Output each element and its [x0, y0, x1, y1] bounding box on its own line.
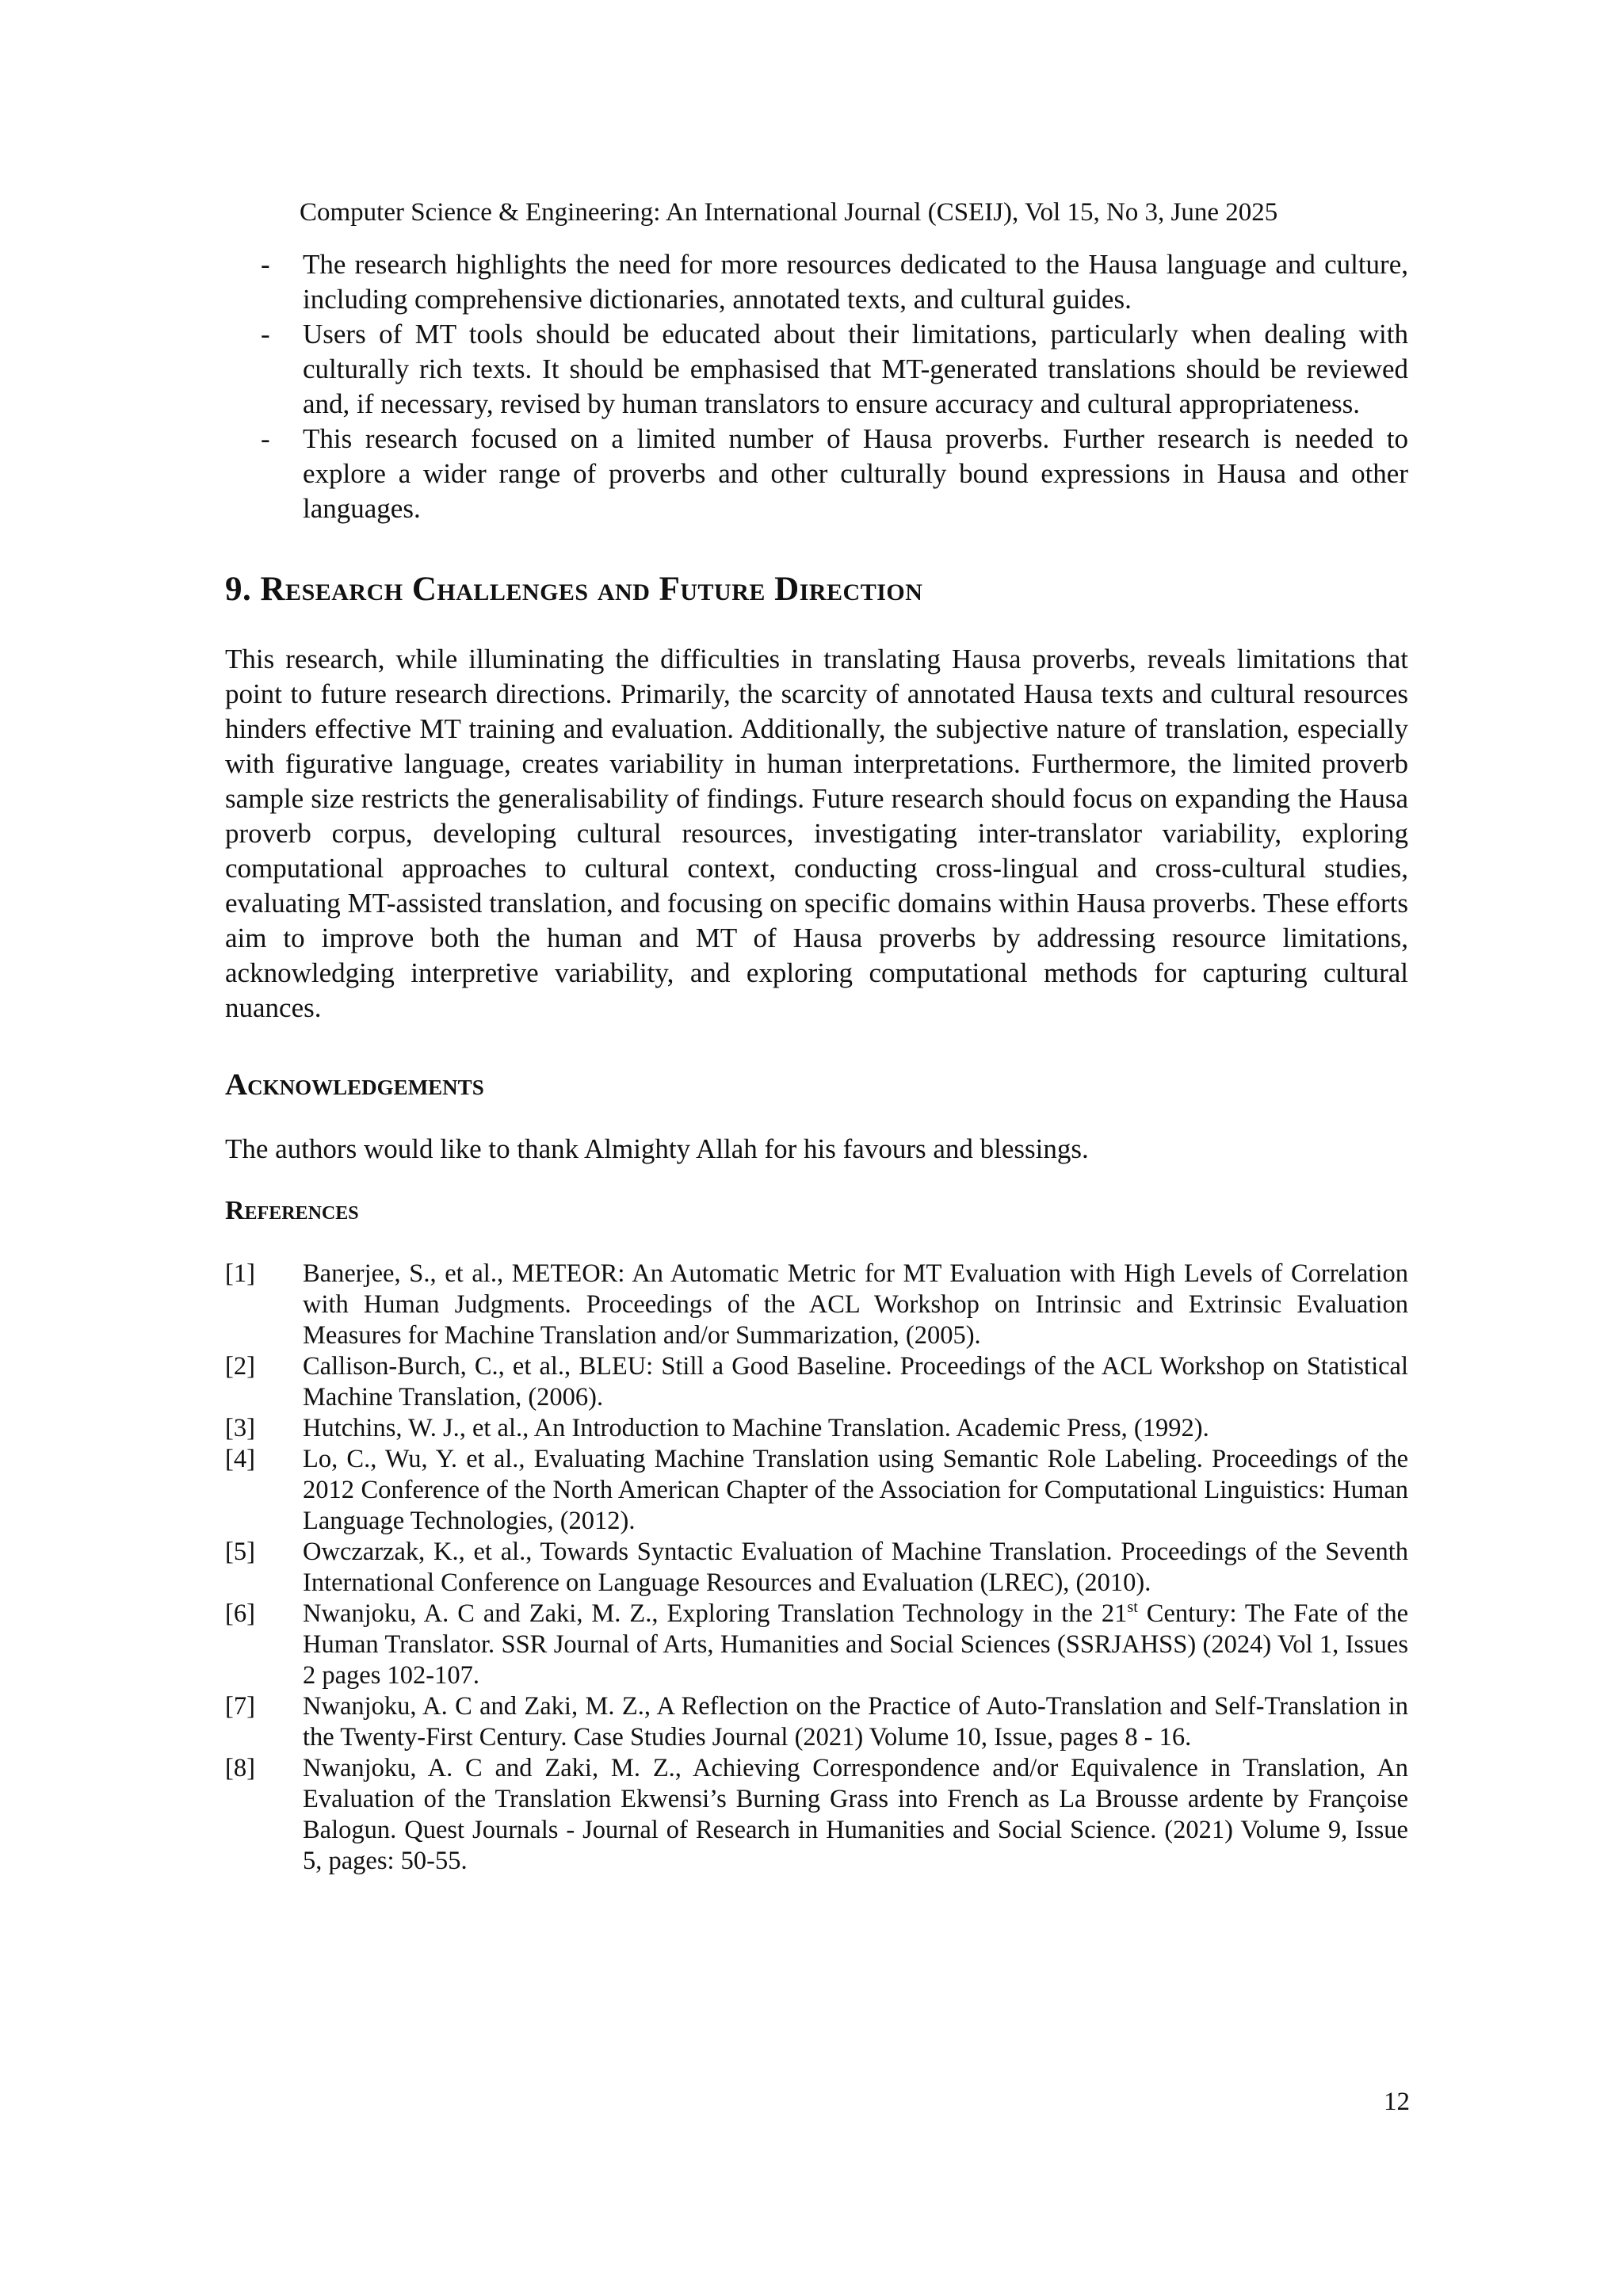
acknowledgements-body: The authors would like to thank Almighty Allah for his favours and blessings.	[225, 1133, 1089, 1164]
page-number: 12	[1384, 2088, 1410, 2116]
list-item	[225, 422, 1408, 526]
reference-item	[225, 1259, 1408, 1351]
reference-item	[225, 1413, 1408, 1444]
page-content	[225, 247, 1408, 1877]
reference-item	[225, 1599, 1408, 1691]
reference-list	[225, 1259, 1408, 1877]
reference-number: [6]	[225, 1599, 255, 1628]
list-item-text: This research focused on a limited number of Hausa proverbs. Further research is needed to explore a wider range of proverbs and other culturally bound expressions in Hausa and other languages.	[303, 423, 1408, 524]
ordinal-superscript: st	[1127, 1599, 1138, 1617]
dash-marker: -	[261, 249, 270, 280]
section-body-research-challenges: This research, while illuminating the difficulties in translating Hausa proverbs, reveals limitations that point to future research directions. Primarily, the scarcity of annotated Hausa texts and cultural resources hinders effective MT training and evaluation. Additionally, the subjective nature of translation, especially with figurative language, creates variability in human interpretations. Furthermore, the limited proverb sample size restricts the generalisability of findings. Future research should focus on expanding the Hausa proverb corpus, developing cultural resources, investigating inter-translator variability, exploring computational approaches to cultural context, conducting cross-lingual and cross-cultural studies, evaluating MT-assisted translation, and focusing on specific domains within Hausa proverbs. These efforts aim to improve both the human and MT of Hausa proverbs by addressing resource limitations, acknowledging interpretive variability, and exploring computational methods for capturing cultural nuances.	[225, 644, 1408, 1023]
reference-item	[225, 1537, 1408, 1599]
running-head: Computer Science & Engineering: An International Journal (CSEIJ), Vol 15, No 3, June 2025	[300, 198, 1278, 227]
recommendation-list	[225, 247, 1408, 526]
reference-item	[225, 1351, 1408, 1413]
reference-text: Banerjee, S., et al., METEOR: An Automatic Metric for MT Evaluation with High Levels of Correlation with Human Judgments. Proceedings of the ACL Workshop on Intrinsic and Extrinsic Evaluation Measures for Machine Translation and/or Summarization, (2005).	[303, 1259, 1408, 1350]
list-item	[225, 317, 1408, 422]
dash-marker: -	[261, 423, 270, 454]
reference-number: [8]	[225, 1754, 255, 1782]
reference-text: Lo, C., Wu, Y. et al., Evaluating Machine Translation using Semantic Role Labeling. Proceedings of the 2012 Conference of the North American Chapter of the Association for Computational Linguistics: Human Language Technologies, (2012).	[303, 1445, 1408, 1535]
reference-number: [4]	[225, 1445, 255, 1473]
reference-text: Callison-Burch, C., et al., BLEU: Still a Good Baseline. Proceedings of the ACL Workshop on Statistical Machine Translation, (2006).	[303, 1352, 1408, 1412]
list-item-text: Users of MT tools should be educated about their limitations, particularly when dealing with culturally rich texts. It should be emphasised that MT-generated translations should be reviewed and, if necessary, revised by human translators to ensure accuracy and cultural appropriateness.	[303, 319, 1408, 419]
reference-number: [5]	[225, 1538, 255, 1566]
reference-text-part: Century: The Fate of the Human Translator. SSR Journal of Arts, Humanities and Social Sciences (SSRJAHSS) (2024) Vol 1, Issues 2 pages 102-107.	[303, 1599, 1409, 1690]
reference-item	[225, 1753, 1408, 1877]
section-heading-acknowledgements: Acknowledgements	[225, 1068, 484, 1102]
reference-text-part: Nwanjoku, A. C and Zaki, M. Z., Exploring Translation Technology in the 21	[303, 1599, 1128, 1628]
reference-text: Owczarzak, K., et al., Towards Syntactic Evaluation of Machine Translation. Proceedings of the Seventh International Conference on Language Resources and Evaluation (LREC), (2010).	[303, 1538, 1408, 1597]
reference-text: Nwanjoku, A. C and Zaki, M. Z., Achieving Correspondence and/or Equivalence in Translation, An Evaluation of the Translation Ekwensi’s Burning Grass into French as La Brousse ardente by Françoise Balogun. Quest Journals - Journal of Research in Humanities and Social Science. (2021) Volume 9, Issue 5, pages: 50-55.	[303, 1754, 1408, 1875]
reference-item	[225, 1691, 1408, 1753]
reference-text: Hutchins, W. J., et al., An Introduction to Machine Translation. Academic Press, (1992).	[303, 1414, 1209, 1442]
list-item-text: The research highlights the need for more resources dedicated to the Hausa language and culture, including comprehensive dictionaries, annotated texts, and cultural guides.	[303, 249, 1408, 315]
section-heading-references: References	[225, 1196, 359, 1225]
list-item	[225, 247, 1408, 317]
section-heading-research-challenges: 9. Research Challenges and Future Direction	[225, 571, 923, 608]
reference-number: [3]	[225, 1414, 255, 1442]
dash-marker: -	[261, 319, 270, 350]
reference-number: [7]	[225, 1692, 255, 1721]
reference-number: [2]	[225, 1352, 255, 1381]
reference-item	[225, 1444, 1408, 1537]
reference-number: [1]	[225, 1259, 255, 1288]
reference-text: Nwanjoku, A. C and Zaki, M. Z., A Reflection on the Practice of Auto-Translation and Self-Translation in the Twenty-First Century. Case Studies Journal (2021) Volume 10, Issue, pages 8 - 16.	[303, 1692, 1408, 1752]
